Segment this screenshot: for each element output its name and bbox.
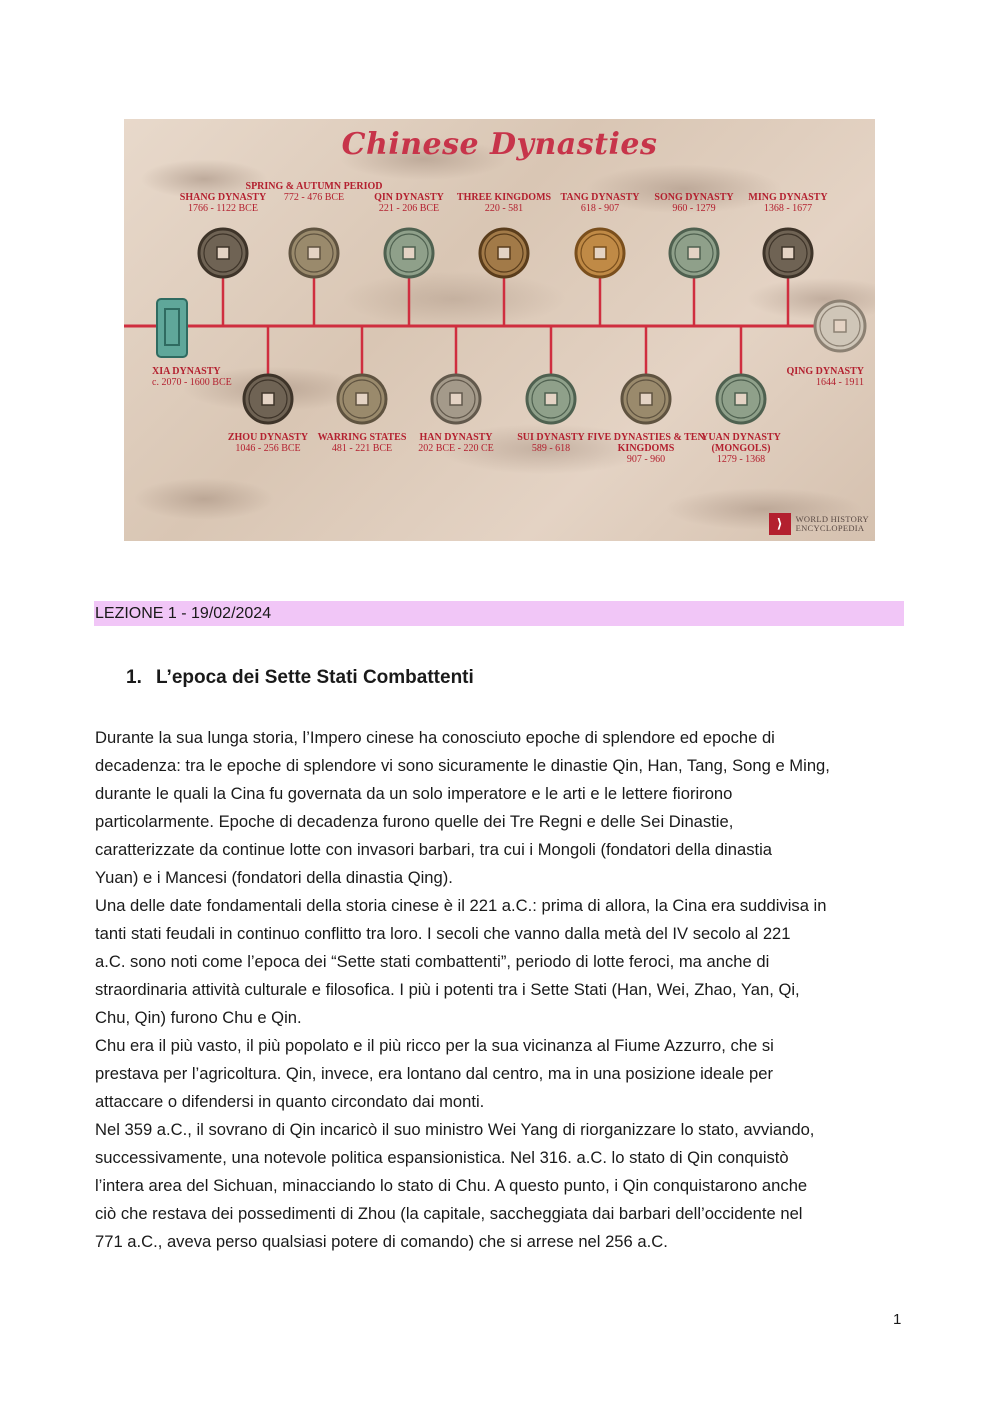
body-line: tanti stati feudali in continuo conflitto tra loro. I secoli che vanno dalla metà del IV secolo al 221: [95, 924, 791, 943]
dynasty-name: QING DYNASTY: [786, 366, 864, 377]
dynasty-dates: 772 - 476 BCE: [283, 192, 345, 203]
dynasty-name: FIVE DYNASTIES & TEN KINGDOMS: [587, 432, 705, 454]
whe-logo-icon: ⟩: [769, 513, 791, 535]
qing-dynasty-label: [724, 366, 864, 388]
dynasty-name: HAN DYNASTY: [419, 432, 493, 443]
dynasty-timeline-graphic: [124, 119, 875, 541]
body-line: caratterizzate da continue lotte con invasori barbari, tra cui i Mongoli (fondatori della dinastia: [95, 840, 773, 859]
coin-five-dynasties-ten-kingdoms: [622, 375, 670, 423]
body-line: Nel 359 a.C., il sovrano di Qin incaricò il suo ministro Wei Yang di riorganizzare lo stato, avviando,: [95, 1120, 815, 1139]
body-line: successivamente, una notevole politica espansionistica. Nel 316. a.C. lo stato di Qin conquistò: [95, 1148, 789, 1167]
coin-qin-dynasty: [385, 229, 433, 277]
body-line: a.C. sono noti come l’epoca dei “Sette stati combattenti”, periodo di lotte feroci, ma anche di: [95, 952, 770, 971]
body-line: Una delle date fondamentali della storia cinese è il 221 a.C.: prima di allora, la Cina era suddivisa in: [95, 896, 827, 915]
dynasty-dates: 221 - 206 BCE: [378, 203, 440, 214]
coin-tang-dynasty: [576, 229, 624, 277]
coin-sui-dynasty: [527, 375, 575, 423]
body-line: 771 a.C., aveva perso qualsiasi potere di comando) che si arrese nel 256 a.C.: [95, 1232, 668, 1251]
dynasty-name: TANG DYNASTY: [560, 192, 640, 203]
dynasty-label: [718, 192, 858, 214]
dynasty-label: [671, 432, 811, 465]
coin-three-kingdoms: [480, 229, 528, 277]
dynasty-name: SHANG DYNASTY: [179, 192, 267, 203]
dynasty-dates: 220 - 581: [484, 203, 524, 214]
coin-warring-states: [338, 375, 386, 423]
lesson-label: LEZIONE 1 - 19/02/2024: [95, 605, 272, 622]
dynasty-dates: 202 BCE - 220 CE: [418, 443, 494, 454]
body-line: straordinaria attività culturale e filosofica. I più i potenti tra i Sette Stati (Han, Wei, Zhao, Yan, Qi,: [95, 980, 800, 999]
dynasty-dates: 589 - 618: [531, 443, 571, 454]
coin-shang-dynasty: [199, 229, 247, 277]
body-line: decadenza: tra le epoche di splendore vi sono sicuramente le dinastie Qin, Han, Tang, Song e Ming,: [95, 756, 830, 775]
dynasty-name: SPRING & AUTUMN PERIOD: [245, 181, 383, 192]
body-line: l’intera area del Sichuan, minacciando lo stato di Chu. A questo punto, i Qin conquistarono anche: [95, 1176, 808, 1195]
logo-line-1: WORLD HISTORY: [795, 513, 869, 524]
section-heading: [126, 665, 474, 691]
body-line: durante le quali la Cina fu governata da un solo imperatore e le arti e le lettere fiorirono: [95, 784, 733, 803]
body-line: particolarmente. Epoche di decadenza furono quelle dei Tre Regni e delle Sei Dinastie,: [95, 812, 734, 831]
body-line: Chu, Qin) furono Chu e Qin.: [95, 1008, 302, 1027]
dynasty-dates: 907 - 960: [626, 454, 666, 465]
dynasty-dates: 1368 - 1677: [763, 203, 813, 214]
coin-ming-dynasty: [764, 229, 812, 277]
dynasty-dates: 1766 - 1122 BCE: [188, 203, 258, 214]
logo-line-2: ENCYCLOPEDIA: [795, 523, 865, 533]
dynasty-dates: c. 2070 - 1600 BCE: [152, 377, 232, 388]
chinese-dynasties-poster: [124, 119, 875, 541]
dynasty-name: WARRING STATES: [317, 432, 407, 443]
dynasty-name: THREE KINGDOMS: [456, 192, 552, 203]
body-line: Yuan) e i Mancesi (fondatori della dinastia Qing).: [95, 868, 453, 887]
xia-dynasty-label: [152, 366, 292, 388]
coin-qing-dynasty: [815, 301, 865, 351]
xia-spade-coin-icon: [157, 299, 187, 357]
coin-spring-autumn-period: [290, 229, 338, 277]
dynasty-name: XIA DYNASTY: [152, 366, 221, 377]
body-line: Durante la sua lunga storia, l’Impero cinese ha conosciuto epoche di splendore ed epoche di: [95, 728, 775, 747]
dynasty-name: MING DYNASTY: [748, 192, 828, 203]
dynasty-dates: 1279 - 1368: [716, 454, 766, 465]
poster-title: Chinese Dynasties: [341, 127, 658, 162]
coin-han-dynasty: [432, 375, 480, 423]
body-line: prestava per l’agricoltura. Qin, invece, era lontano dal centro, ma in una posizione ideale per: [95, 1064, 773, 1083]
section-title: L’epoca dei Sette Stati Combattenti: [156, 667, 474, 688]
section-number: 1.: [126, 667, 142, 688]
dynasty-dates: 618 - 907: [580, 203, 620, 214]
dynasty-dates: 1046 - 256 BCE: [235, 443, 301, 454]
body-line: attaccare o difendersi in quanto circondato dai monti.: [95, 1092, 485, 1111]
body-line: Chu era il più vasto, il più popolato e il più ricco per la sua vicinanza al Fiume Azzurro, che si: [95, 1036, 774, 1055]
body-line: ciò che restava dei possedimenti di Zhou (la capitale, saccheggiata dai barbari dell’occidente nel: [95, 1204, 803, 1223]
coin-song-dynasty: [670, 229, 718, 277]
dynasty-dates: 481 - 221 BCE: [331, 443, 393, 454]
dynasty-dates: 1644 - 1911: [816, 377, 864, 388]
body-text: [95, 724, 907, 1256]
page-number: 1: [893, 1311, 902, 1328]
dynasty-name: ZHOU DYNASTY: [227, 432, 309, 443]
dynasty-name: SUI DYNASTY: [517, 432, 585, 443]
dynasty-name: YUAN DYNASTY (MONGOLS): [701, 432, 781, 454]
dynasty-name: QIN DYNASTY: [374, 192, 444, 203]
dynasty-dates: 960 - 1279: [672, 203, 716, 214]
dynasty-name: SONG DYNASTY: [654, 192, 734, 203]
world-history-encyclopedia-logo: [769, 513, 869, 535]
